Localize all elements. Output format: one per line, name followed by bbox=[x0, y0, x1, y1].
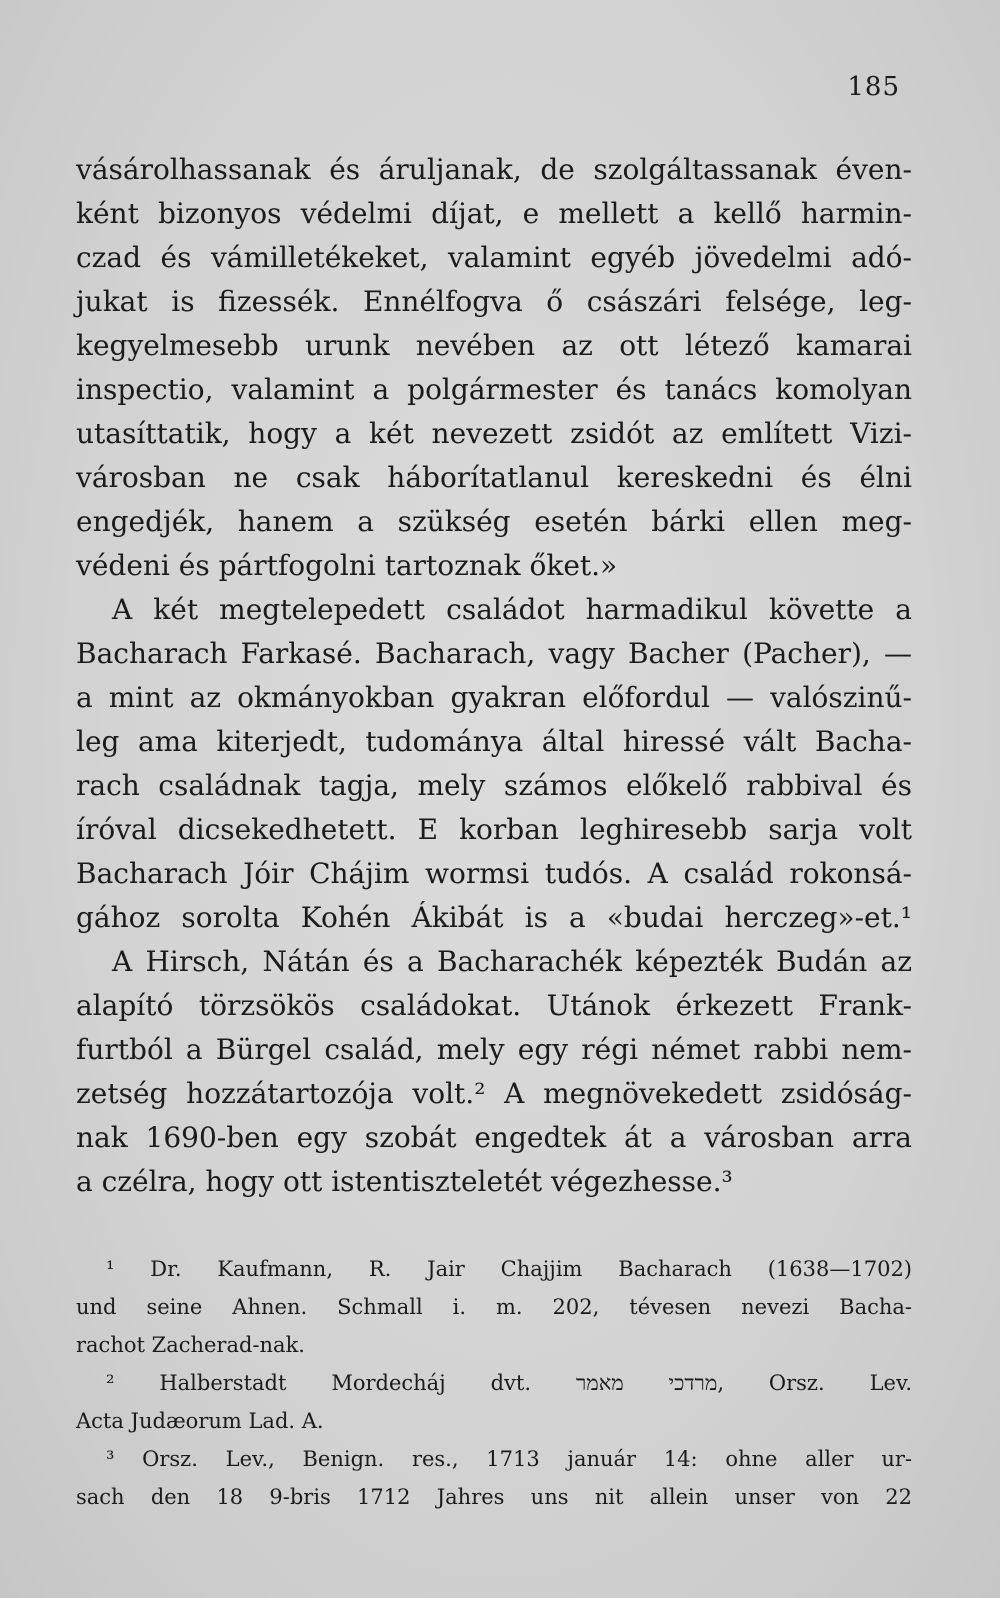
footnote-line: ³ Orsz. Lev., Benign. res., 1713 január 14: ohne aller ur- bbox=[106, 1447, 912, 1471]
text-line: czad és vámilletékeket, valamint egyéb jövedelmi adó- bbox=[76, 241, 912, 274]
text-line: a czélra, hogy ott istentiszteletét végezhesse.³ bbox=[76, 1165, 733, 1198]
text-line: ként bizonyos védelmi díjat, e mellett a kellő harmin- bbox=[76, 197, 912, 230]
text-line: engedjék, hanem a szükség esetén bárki ellen meg- bbox=[76, 505, 912, 538]
text-line: A két megtelepedett családot harmadikul követte a bbox=[112, 593, 912, 626]
text-line: inspectio, valamint a polgármester és tanács komolyan bbox=[76, 373, 912, 406]
footnote-line: ² Halberstadt Mordecháj dvt. מרדכי מאמר, Orsz. Lev. bbox=[106, 1371, 913, 1395]
text-line: Bacharach Farkasé. Bacharach, vagy Bacher (Pacher), — bbox=[76, 637, 912, 670]
footnote-line: ¹ Dr. Kaufmann, R. Jair Chajjim Bacharach (1638—1702) bbox=[106, 1257, 912, 1281]
text-line: íróval dicsekedhetett. E korban leghiresebb sarja volt bbox=[76, 813, 912, 846]
text-line: Bacharach Jóir Chájim wormsi tudós. A család rokonsá- bbox=[76, 857, 912, 890]
footnote-line: rachot Zacherad-nak. bbox=[76, 1333, 305, 1357]
text-line: kegyelmesebb urunk nevében az ott létező kamarai bbox=[76, 329, 912, 362]
page-number: 185 bbox=[847, 72, 900, 102]
text-line: jukat is fizessék. Ennélfogva ő császári felsége, leg- bbox=[76, 285, 912, 318]
text-line: utasíttatik, hogy a két nevezett zsidót az említett Vizi- bbox=[76, 417, 912, 450]
text-line: alapító törzsökös családokat. Utánok érkezett Frank- bbox=[76, 989, 912, 1022]
footnote-line: Acta Judæorum Lad. A. bbox=[76, 1409, 324, 1433]
text-line: rach családnak tagja, mely számos előkelő rabbival és bbox=[76, 769, 912, 802]
text-line: nak 1690-ben egy szobát engedtek át a városban arra bbox=[76, 1121, 912, 1154]
text-line: gához sorolta Kohén Ákibát is a «budai herczeg»-et.¹ bbox=[76, 901, 912, 934]
text-line: leg ama kiterjedt, tudománya által hiressé vált Bacha- bbox=[76, 725, 912, 758]
text-line: zetség hozzátartozója volt.² A megnövekedett zsidóság- bbox=[76, 1077, 912, 1110]
text-line: a mint az okmányokban gyakran előfordul — valószinű- bbox=[76, 681, 912, 714]
text-line: városban ne csak háborítatlanul kereskedni és élni bbox=[76, 461, 912, 494]
text-line: furtból a Bürgel család, mely egy régi német rabbi nem- bbox=[76, 1033, 912, 1066]
text-line: A Hirsch, Nátán és a Bacharachék képezték Budán az bbox=[112, 945, 912, 978]
text-line: védeni és pártfogolni tartoznak őket.» bbox=[76, 549, 618, 582]
footnote-line: und seine Ahnen. Schmall i. m. 202, tévesen nevezi Bacha- bbox=[76, 1295, 912, 1319]
text-line: vásárolhassanak és áruljanak, de szolgáltassanak éven- bbox=[76, 153, 912, 186]
footnote-line: sach den 18 9-bris 1712 Jahres uns nit allein unser von 22 bbox=[76, 1485, 912, 1509]
